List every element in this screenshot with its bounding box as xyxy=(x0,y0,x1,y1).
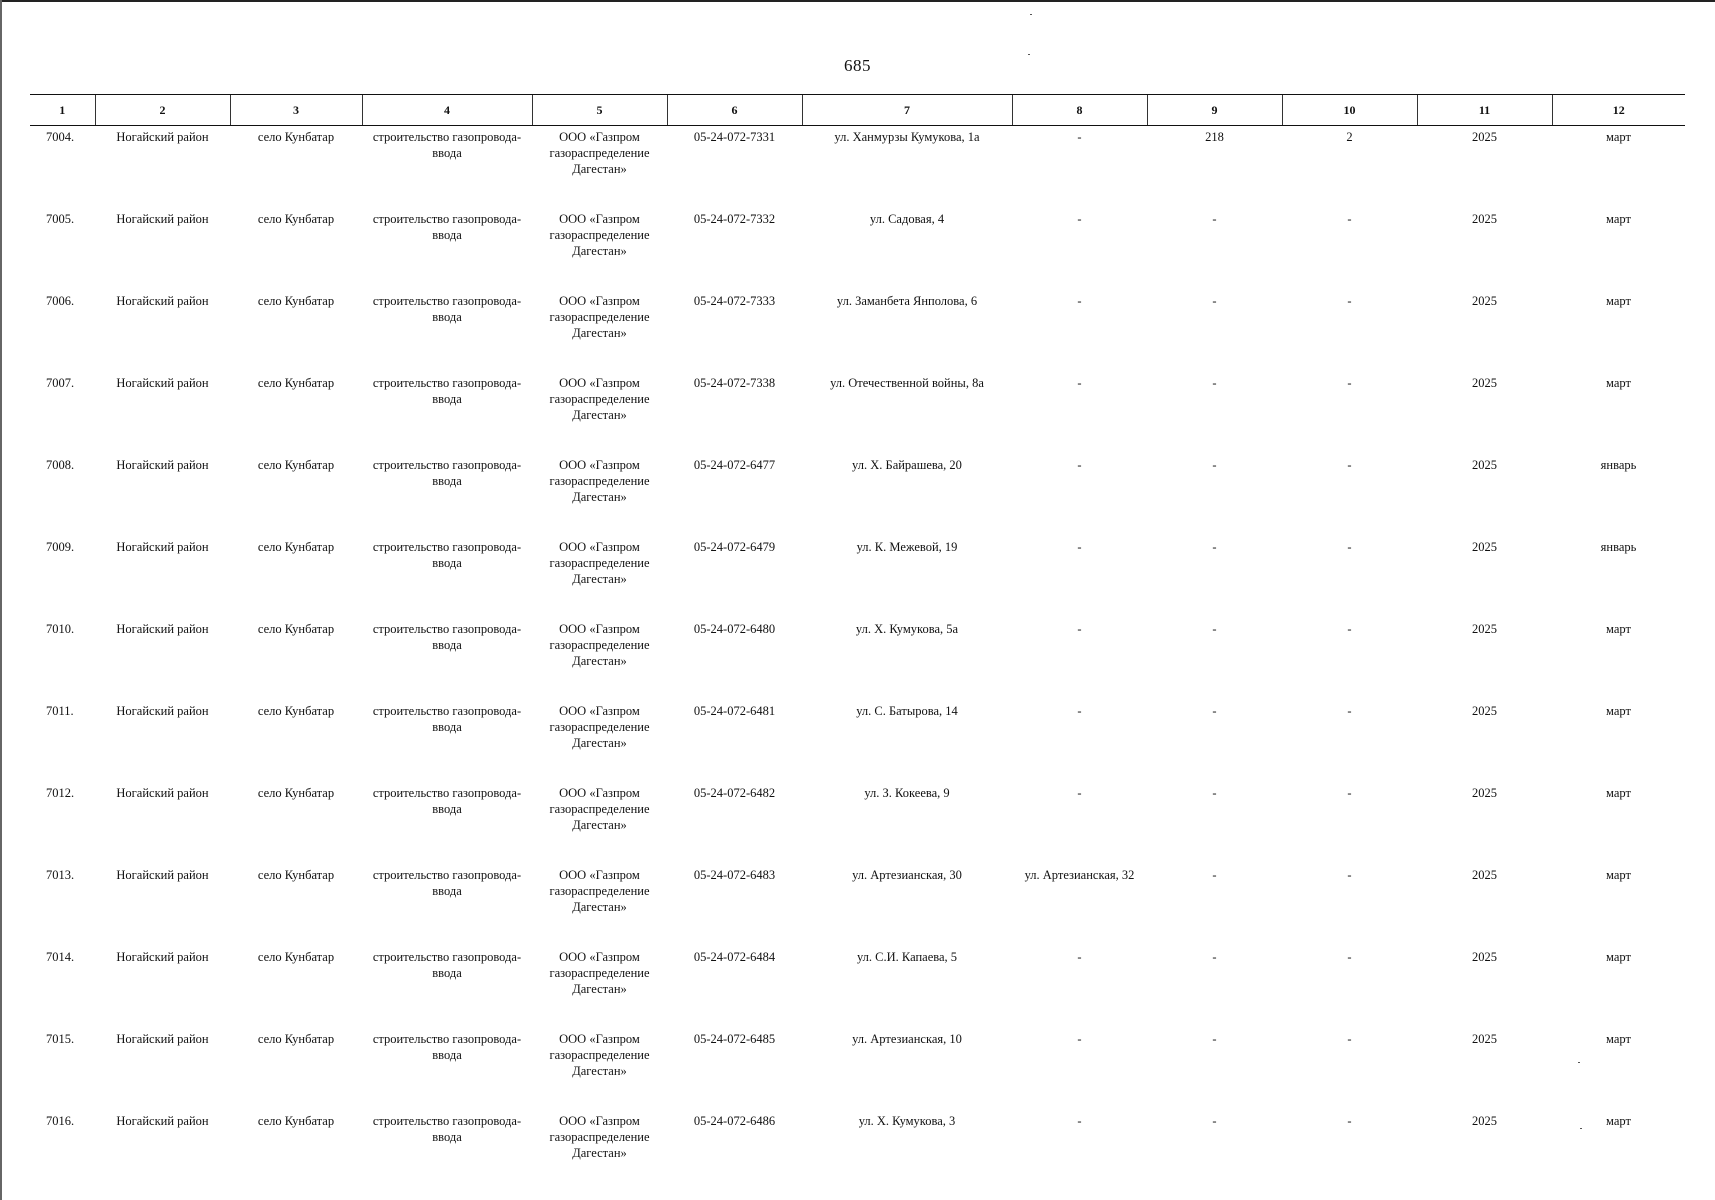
work-type-cell: строительство газопровода-ввода xyxy=(372,540,522,570)
year-cell: 2025 xyxy=(1472,1114,1497,1128)
table-row xyxy=(30,454,1685,536)
object-code-cell: 05-24-072-7331 xyxy=(693,130,776,144)
object-code-cell: 05-24-072-6481 xyxy=(693,704,776,718)
table-row xyxy=(30,700,1685,782)
settlement-cell: село Кунбатар xyxy=(257,376,335,390)
column-8-cell: - xyxy=(1077,540,1082,554)
address-cell: ул. Артезианская, 10 xyxy=(852,1032,962,1046)
column-9-cell: - xyxy=(1212,786,1217,800)
address-cell: ул. Отечественной войны, 8а xyxy=(830,376,984,390)
row-number: 7011. xyxy=(46,704,74,718)
column-9-cell: - xyxy=(1212,294,1217,308)
table-row xyxy=(30,372,1685,454)
year-cell: 2025 xyxy=(1472,212,1497,226)
month-cell: март xyxy=(1606,622,1631,636)
year-cell: 2025 xyxy=(1472,130,1497,144)
column-10-cell: - xyxy=(1347,622,1352,636)
district-cell: Ногайский район xyxy=(116,1032,209,1046)
column-9-cell: - xyxy=(1212,458,1217,472)
column-header: 10 xyxy=(1282,95,1417,126)
work-type-cell: строительство газопровода-ввода xyxy=(372,704,522,734)
work-type-cell: строительство газопровода-ввода xyxy=(372,1032,522,1062)
year-cell: 2025 xyxy=(1472,1032,1497,1046)
settlement-cell: село Кунбатар xyxy=(257,294,335,308)
district-cell: Ногайский район xyxy=(116,868,209,882)
column-header: 2 xyxy=(95,95,230,126)
address-cell: ул. Х. Кумукова, 3 xyxy=(858,1114,956,1128)
month-cell: март xyxy=(1606,130,1631,144)
work-type-cell: строительство газопровода-ввода xyxy=(372,376,522,406)
column-10-cell: - xyxy=(1347,294,1352,308)
column-10-cell: - xyxy=(1347,950,1352,964)
table-row xyxy=(30,290,1685,372)
district-cell: Ногайский район xyxy=(116,786,209,800)
column-8-cell: - xyxy=(1077,294,1082,308)
month-cell: март xyxy=(1606,376,1631,390)
district-cell: Ногайский район xyxy=(116,458,209,472)
row-number: 7007. xyxy=(46,376,75,390)
table-row xyxy=(30,782,1685,864)
column-8-cell: - xyxy=(1077,950,1082,964)
month-cell: март xyxy=(1606,294,1631,308)
organization-cell: ООО «Газпром газораспределение Дагестан» xyxy=(549,1114,650,1160)
settlement-cell: село Кунбатар xyxy=(257,786,335,800)
work-type-cell: строительство газопровода-ввода xyxy=(372,1114,522,1144)
table-row xyxy=(30,618,1685,700)
year-cell: 2025 xyxy=(1472,540,1497,554)
object-code-cell: 05-24-072-6480 xyxy=(693,622,776,636)
column-header: 11 xyxy=(1417,95,1552,126)
row-number: 7014. xyxy=(46,950,75,964)
object-code-cell: 05-24-072-7333 xyxy=(693,294,776,308)
address-cell: ул. Х. Кумукова, 5а xyxy=(855,622,959,636)
column-10-cell: - xyxy=(1347,868,1352,882)
column-8-cell: - xyxy=(1077,212,1082,226)
column-8-cell: - xyxy=(1077,704,1082,718)
organization-cell: ООО «Газпром газораспределение Дагестан» xyxy=(549,1032,650,1078)
column-header: 1 xyxy=(30,95,95,126)
column-10-cell: - xyxy=(1347,376,1352,390)
work-type-cell: строительство газопровода-ввода xyxy=(372,130,522,160)
settlement-cell: село Кунбатар xyxy=(257,540,335,554)
object-code-cell: 05-24-072-6486 xyxy=(693,1114,776,1128)
year-cell: 2025 xyxy=(1472,786,1497,800)
table-header xyxy=(30,95,1685,126)
column-8-cell: - xyxy=(1077,786,1082,800)
column-9-cell: - xyxy=(1212,622,1217,636)
row-number: 7013. xyxy=(46,868,75,882)
address-cell: ул. Садовая, 4 xyxy=(869,212,945,226)
work-type-cell: строительство газопровода-ввода xyxy=(372,868,522,898)
row-number: 7008. xyxy=(46,458,75,472)
column-10-cell: - xyxy=(1347,1032,1352,1046)
address-cell: ул. Заманбета Янполова, 6 xyxy=(836,294,978,308)
year-cell: 2025 xyxy=(1472,458,1497,472)
column-header: 12 xyxy=(1552,95,1685,126)
column-10-cell: 2 xyxy=(1346,130,1353,144)
settlement-cell: село Кунбатар xyxy=(257,458,335,472)
scan-speck xyxy=(1030,14,1032,15)
month-cell: январь xyxy=(1600,458,1637,472)
object-code-cell: 05-24-072-6484 xyxy=(693,950,776,964)
header-row xyxy=(30,95,1685,126)
row-number: 7012. xyxy=(46,786,75,800)
column-10-cell: - xyxy=(1347,1114,1352,1128)
row-number: 7009. xyxy=(46,540,75,554)
row-number: 7015. xyxy=(46,1032,75,1046)
district-cell: Ногайский район xyxy=(116,950,209,964)
column-8-cell: ул. Артезианская, 32 xyxy=(1024,868,1135,882)
column-header: 5 xyxy=(532,95,667,126)
district-cell: Ногайский район xyxy=(116,130,209,144)
month-cell: январь xyxy=(1600,540,1637,554)
district-cell: Ногайский район xyxy=(116,540,209,554)
address-cell: ул. С. Батырова, 14 xyxy=(856,704,958,718)
work-type-cell: строительство газопровода-ввода xyxy=(372,950,522,980)
column-header: 8 xyxy=(1012,95,1147,126)
row-number: 7004. xyxy=(46,130,75,144)
table-row xyxy=(30,864,1685,946)
row-number: 7006. xyxy=(46,294,75,308)
district-cell: Ногайский район xyxy=(116,1114,209,1128)
column-10-cell: - xyxy=(1347,540,1352,554)
column-header: 4 xyxy=(362,95,532,126)
column-9-cell: - xyxy=(1212,376,1217,390)
column-8-cell: - xyxy=(1077,622,1082,636)
organization-cell: ООО «Газпром газораспределение Дагестан» xyxy=(549,622,650,668)
month-cell: март xyxy=(1606,1032,1631,1046)
work-type-cell: строительство газопровода-ввода xyxy=(372,786,522,816)
column-header: 7 xyxy=(802,95,1012,126)
object-code-cell: 05-24-072-6479 xyxy=(693,540,776,554)
organization-cell: ООО «Газпром газораспределение Дагестан» xyxy=(549,704,650,750)
address-cell: ул. З. Кокеева, 9 xyxy=(864,786,950,800)
column-10-cell: - xyxy=(1347,704,1352,718)
column-header: 3 xyxy=(230,95,362,126)
object-code-cell: 05-24-072-7338 xyxy=(693,376,776,390)
column-10-cell: - xyxy=(1347,786,1352,800)
year-cell: 2025 xyxy=(1472,704,1497,718)
year-cell: 2025 xyxy=(1472,950,1497,964)
column-9-cell: - xyxy=(1212,540,1217,554)
district-cell: Ногайский район xyxy=(116,622,209,636)
month-cell: март xyxy=(1606,950,1631,964)
district-cell: Ногайский район xyxy=(116,212,209,226)
year-cell: 2025 xyxy=(1472,376,1497,390)
district-cell: Ногайский район xyxy=(116,704,209,718)
settlement-cell: село Кунбатар xyxy=(257,130,335,144)
organization-cell: ООО «Газпром газораспределение Дагестан» xyxy=(549,294,650,340)
year-cell: 2025 xyxy=(1472,622,1497,636)
organization-cell: ООО «Газпром газораспределение Дагестан» xyxy=(549,786,650,832)
address-cell: ул. Артезианская, 30 xyxy=(852,868,962,882)
table-row xyxy=(30,1028,1685,1110)
organization-cell: ООО «Газпром газораспределение Дагестан» xyxy=(549,130,650,176)
scan-speck xyxy=(1028,54,1030,55)
organization-cell: ООО «Газпром газораспределение Дагестан» xyxy=(549,376,650,422)
table-row xyxy=(30,536,1685,618)
address-cell: ул. С.И. Капаева, 5 xyxy=(856,950,958,964)
work-type-cell: строительство газопровода-ввода xyxy=(372,212,522,242)
page-border-top xyxy=(0,0,1715,2)
settlement-cell: село Кунбатар xyxy=(257,868,335,882)
column-10-cell: - xyxy=(1347,458,1352,472)
object-code-cell: 05-24-072-6483 xyxy=(693,868,776,882)
month-cell: март xyxy=(1606,704,1631,718)
column-header: 9 xyxy=(1147,95,1282,126)
organization-cell: ООО «Газпром газораспределение Дагестан» xyxy=(549,540,650,586)
column-9-cell: - xyxy=(1212,704,1217,718)
page-number: 685 xyxy=(844,56,871,75)
settlement-cell: село Кунбатар xyxy=(257,950,335,964)
scan-speck xyxy=(1580,1128,1582,1129)
column-8-cell: - xyxy=(1077,1114,1082,1128)
settlement-cell: село Кунбатар xyxy=(257,212,335,226)
registry-table xyxy=(30,94,1685,1192)
table-row xyxy=(30,126,1685,209)
month-cell: март xyxy=(1606,786,1631,800)
organization-cell: ООО «Газпром газораспределение Дагестан» xyxy=(549,458,650,504)
address-cell: ул. Ханмурзы Кумукова, 1а xyxy=(834,130,980,144)
district-cell: Ногайский район xyxy=(116,376,209,390)
row-number: 7005. xyxy=(46,212,75,226)
table-row xyxy=(30,1110,1685,1192)
settlement-cell: село Кунбатар xyxy=(257,622,335,636)
column-9-cell: - xyxy=(1212,212,1217,226)
scan-speck xyxy=(1578,1062,1580,1063)
table-row xyxy=(30,208,1685,290)
year-cell: 2025 xyxy=(1472,868,1497,882)
year-cell: 2025 xyxy=(1472,294,1497,308)
settlement-cell: село Кунбатар xyxy=(257,704,335,718)
column-8-cell: - xyxy=(1077,1032,1082,1046)
address-cell: ул. К. Межевой, 19 xyxy=(856,540,958,554)
month-cell: март xyxy=(1606,212,1631,226)
settlement-cell: село Кунбатар xyxy=(257,1114,335,1128)
month-cell: март xyxy=(1606,1114,1631,1128)
object-code-cell: 05-24-072-6482 xyxy=(693,786,776,800)
settlement-cell: село Кунбатар xyxy=(257,1032,335,1046)
row-number: 7010. xyxy=(46,622,75,636)
column-9-cell: - xyxy=(1212,868,1217,882)
object-code-cell: 05-24-072-7332 xyxy=(693,212,776,226)
page-border-left xyxy=(0,0,2,1200)
object-code-cell: 05-24-072-6477 xyxy=(693,458,776,472)
district-cell: Ногайский район xyxy=(116,294,209,308)
column-10-cell: - xyxy=(1347,212,1352,226)
work-type-cell: строительство газопровода-ввода xyxy=(372,458,522,488)
column-9-cell: - xyxy=(1212,1114,1217,1128)
table-body xyxy=(30,126,1685,1193)
column-9-cell: - xyxy=(1212,1032,1217,1046)
work-type-cell: строительство газопровода-ввода xyxy=(372,622,522,652)
column-9-cell: 218 xyxy=(1205,130,1224,144)
column-header: 6 xyxy=(667,95,802,126)
address-cell: ул. Х. Байрашева, 20 xyxy=(852,458,962,472)
column-8-cell: - xyxy=(1077,458,1082,472)
object-code-cell: 05-24-072-6485 xyxy=(693,1032,776,1046)
organization-cell: ООО «Газпром газораспределение Дагестан» xyxy=(549,212,650,258)
column-9-cell: - xyxy=(1212,950,1217,964)
column-8-cell: - xyxy=(1077,376,1082,390)
organization-cell: ООО «Газпром газораспределение Дагестан» xyxy=(549,950,650,996)
row-number: 7016. xyxy=(46,1114,75,1128)
month-cell: март xyxy=(1606,868,1631,882)
organization-cell: ООО «Газпром газораспределение Дагестан» xyxy=(549,868,650,914)
column-8-cell: - xyxy=(1077,130,1082,144)
table-row xyxy=(30,946,1685,1028)
work-type-cell: строительство газопровода-ввода xyxy=(372,294,522,324)
